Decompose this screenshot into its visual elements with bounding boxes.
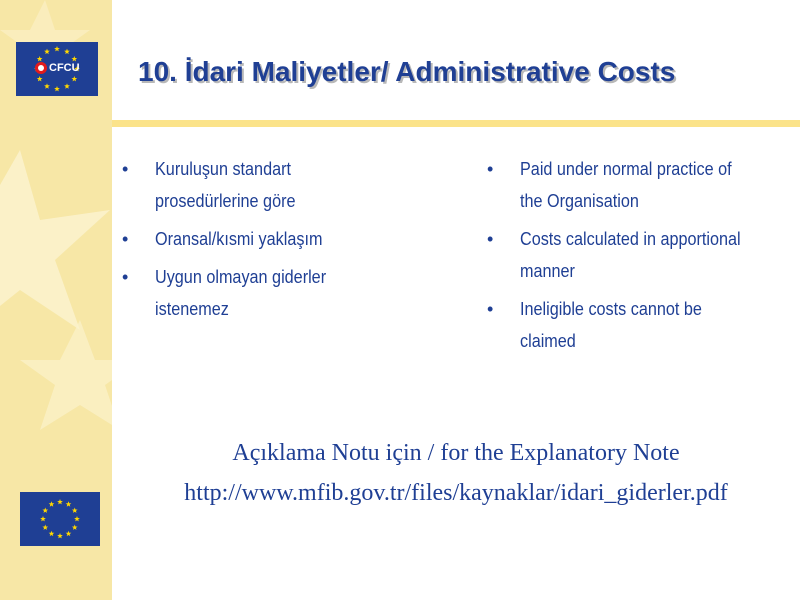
star-icon	[66, 501, 72, 506]
bullet-icon: •	[487, 229, 494, 249]
list-item: • Costs calculated in apportional manner	[487, 223, 777, 287]
star-icon	[40, 516, 46, 521]
bullet-icon: •	[122, 159, 129, 179]
star-icon	[66, 531, 72, 536]
star-icon	[37, 56, 43, 61]
star-icon	[54, 86, 60, 91]
star-icon	[71, 76, 77, 81]
star-icon	[37, 76, 43, 81]
star-icon	[71, 56, 77, 61]
star-icon	[57, 499, 63, 504]
star-icon	[57, 533, 63, 538]
explanatory-note-label: Açıklama Notu için / for the Explanatory Note	[232, 440, 680, 466]
left-bullet-list	[122, 153, 422, 331]
list-item: • Uygun olmayan giderler istenemez	[122, 261, 422, 325]
star-icon	[72, 508, 78, 513]
star-icon	[44, 83, 50, 88]
bullet-icon: •	[122, 267, 129, 287]
explanatory-note-link[interactable]: http://www.mfib.gov.tr/files/kaynaklar/idari_giderler.pdf	[184, 480, 728, 506]
right-bullet-list	[487, 153, 777, 363]
slide-title: 10. İdari Maliyetler/ Administrative Costs	[138, 56, 676, 87]
list-item: • Paid under normal practice of the Organisation	[487, 153, 777, 217]
crescent-icon	[35, 62, 47, 74]
title-divider	[112, 120, 800, 127]
star-icon	[49, 501, 55, 506]
cfcu-logo-icon	[16, 42, 98, 96]
star-icon	[49, 531, 55, 536]
star-icon	[72, 525, 78, 530]
bullet-icon: •	[487, 299, 494, 319]
bullet-icon: •	[122, 229, 129, 249]
star-icon	[42, 508, 48, 513]
star-icon	[64, 49, 70, 54]
list-item: • Kuruluşun standart prosedürlerine göre	[122, 153, 422, 217]
bullet-icon: •	[487, 159, 494, 179]
star-icon	[44, 49, 50, 54]
list-item: • Oransal/kısmi yaklaşım	[122, 223, 422, 255]
star-icon	[64, 83, 70, 88]
star-icon	[42, 525, 48, 530]
logo-text: CFCU	[49, 62, 80, 74]
star-icon	[54, 46, 60, 51]
eu-flag-icon	[20, 492, 100, 546]
eu-stars-icon	[20, 492, 100, 546]
decorative-sidebar	[0, 0, 112, 600]
list-item: • Ineligible costs cannot be claimed	[487, 293, 777, 357]
star-icon	[74, 516, 80, 521]
